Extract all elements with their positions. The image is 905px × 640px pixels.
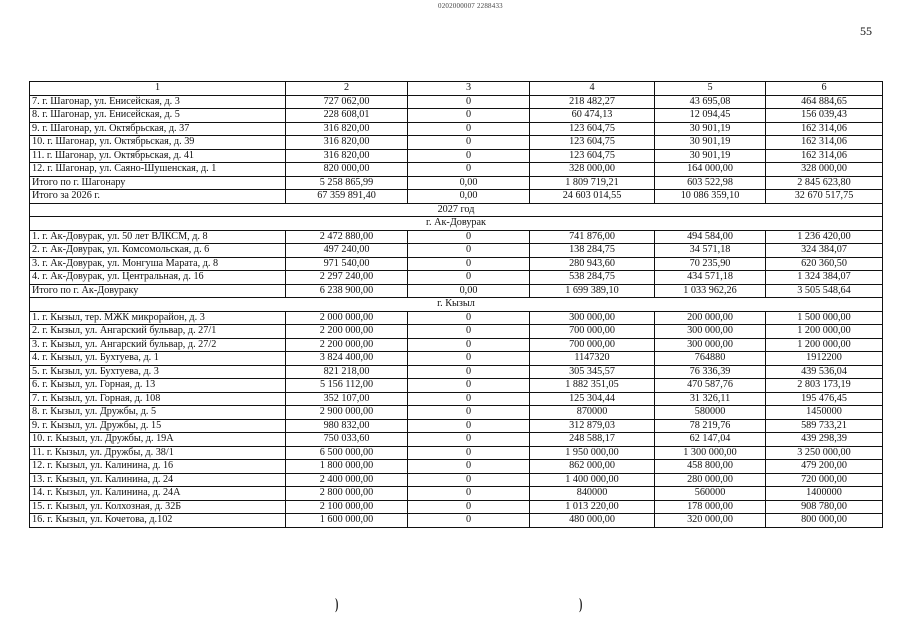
value-cell: 538 284,75 <box>530 271 655 285</box>
header-cell: 5 <box>655 82 766 96</box>
value-cell: 300 000,00 <box>655 325 766 339</box>
value-cell: 1 500 000,00 <box>766 311 883 325</box>
value-cell: 162 314,06 <box>766 149 883 163</box>
table-row <box>30 122 883 136</box>
value-cell: 700 000,00 <box>530 325 655 339</box>
value-cell: 1 400 000,00 <box>530 473 655 487</box>
value-cell: 0,00 <box>408 284 530 298</box>
value-cell: 0 <box>408 163 530 177</box>
table-row <box>30 446 883 460</box>
address-cell: 16. г. Кызыл, ул. Кочетова, д.102 <box>30 514 286 528</box>
value-cell: 1 013 220,00 <box>530 500 655 514</box>
value-cell: 0 <box>408 460 530 474</box>
value-cell: 30 901,19 <box>655 122 766 136</box>
table-row <box>30 311 883 325</box>
value-cell: 820 000,00 <box>286 163 408 177</box>
value-cell: 10 086 359,10 <box>655 190 766 204</box>
value-cell: 5 156 112,00 <box>286 379 408 393</box>
table-row <box>30 95 883 109</box>
value-cell: 741 876,00 <box>530 230 655 244</box>
address-cell: 1. г. Ак-Довурак, ул. 50 лет ВЛКСМ, д. 8 <box>30 230 286 244</box>
value-cell: 620 360,50 <box>766 257 883 271</box>
value-cell: 0 <box>408 230 530 244</box>
value-cell: 178 000,00 <box>655 500 766 514</box>
value-cell: 727 062,00 <box>286 95 408 109</box>
value-cell: 840000 <box>530 487 655 501</box>
address-cell: 4. г. Кызыл, ул. Бухтуева, д. 1 <box>30 352 286 366</box>
header-cell: 1 <box>30 82 286 96</box>
address-cell: 12. г. Шагонар, ул. Саяно-Шушенская, д. 1 <box>30 163 286 177</box>
address-cell: 11. г. Кызыл, ул. Дружбы, д. 38/1 <box>30 446 286 460</box>
value-cell: 0 <box>408 406 530 420</box>
value-cell: 195 476,45 <box>766 392 883 406</box>
value-cell: 352 107,00 <box>286 392 408 406</box>
value-cell: 34 571,18 <box>655 244 766 258</box>
value-cell: 316 820,00 <box>286 136 408 150</box>
table-row <box>30 392 883 406</box>
table-row <box>30 176 883 190</box>
value-cell: 316 820,00 <box>286 149 408 163</box>
value-cell: 2 800 000,00 <box>286 487 408 501</box>
value-cell: 1 236 420,00 <box>766 230 883 244</box>
address-cell: 8. г. Кызыл, ул. Дружбы, д. 5 <box>30 406 286 420</box>
document-id: 0202000007 2288433 <box>438 2 503 10</box>
table-row <box>30 230 883 244</box>
value-cell: 0 <box>408 487 530 501</box>
handwritten-mark: ) <box>335 596 339 613</box>
value-cell: 1 809 719,21 <box>530 176 655 190</box>
value-cell: 0 <box>408 311 530 325</box>
section-heading: г. Ак-Довурак <box>30 217 883 231</box>
table-row <box>30 257 883 271</box>
value-cell: 980 832,00 <box>286 419 408 433</box>
value-cell: 280 943,60 <box>530 257 655 271</box>
table-row <box>30 244 883 258</box>
value-cell: 2 400 000,00 <box>286 473 408 487</box>
value-cell: 320 000,00 <box>655 514 766 528</box>
value-cell: 30 901,19 <box>655 149 766 163</box>
value-cell: 70 235,90 <box>655 257 766 271</box>
address-cell: 7. г. Шагонар, ул. Енисейская, д. 3 <box>30 95 286 109</box>
value-cell: 494 584,00 <box>655 230 766 244</box>
value-cell: 12 094,45 <box>655 109 766 123</box>
value-cell: 0 <box>408 244 530 258</box>
value-cell: 0 <box>408 352 530 366</box>
value-cell: 1 950 000,00 <box>530 446 655 460</box>
value-cell: 125 304,44 <box>530 392 655 406</box>
value-cell: 3 250 000,00 <box>766 446 883 460</box>
value-cell: 200 000,00 <box>655 311 766 325</box>
value-cell: 0 <box>408 379 530 393</box>
value-cell: 0 <box>408 514 530 528</box>
section-heading-row <box>30 203 883 217</box>
value-cell: 248 588,17 <box>530 433 655 447</box>
value-cell: 2 297 240,00 <box>286 271 408 285</box>
value-cell: 31 326,11 <box>655 392 766 406</box>
address-cell: 9. г. Шагонар, ул. Октябрьская, д. 37 <box>30 122 286 136</box>
address-cell: 1. г. Кызыл, тер. МЖК микрорайон, д. 3 <box>30 311 286 325</box>
value-cell: 0 <box>408 271 530 285</box>
value-cell: 24 603 014,55 <box>530 190 655 204</box>
address-cell: 3. г. Ак-Довурак, ул. Монгуша Марата, д. 8 <box>30 257 286 271</box>
value-cell: 0 <box>408 433 530 447</box>
table-row <box>30 136 883 150</box>
value-cell: 908 780,00 <box>766 500 883 514</box>
value-cell: 862 000,00 <box>530 460 655 474</box>
table-row <box>30 190 883 204</box>
value-cell: 0 <box>408 392 530 406</box>
value-cell: 434 571,18 <box>655 271 766 285</box>
value-cell: 700 000,00 <box>530 338 655 352</box>
table-row <box>30 473 883 487</box>
value-cell: 2 900 000,00 <box>286 406 408 420</box>
address-cell: Итого по г. Ак-Довураку <box>30 284 286 298</box>
value-cell: 6 500 000,00 <box>286 446 408 460</box>
section-heading: 2027 год <box>30 203 883 217</box>
value-cell: 2 200 000,00 <box>286 338 408 352</box>
value-cell: 312 879,03 <box>530 419 655 433</box>
address-cell: 9. г. Кызыл, ул. Дружбы, д. 15 <box>30 419 286 433</box>
value-cell: 0 <box>408 365 530 379</box>
value-cell: 78 219,76 <box>655 419 766 433</box>
address-cell: 10. г. Шагонар, ул. Октябрьская, д. 39 <box>30 136 286 150</box>
value-cell: 821 218,00 <box>286 365 408 379</box>
header-cell: 6 <box>766 82 883 96</box>
value-cell: 0,00 <box>408 176 530 190</box>
value-cell: 971 540,00 <box>286 257 408 271</box>
page-number: 55 <box>860 24 872 38</box>
section-heading: г. Кызыл <box>30 298 883 312</box>
value-cell: 5 258 865,99 <box>286 176 408 190</box>
value-cell: 62 147,04 <box>655 433 766 447</box>
value-cell: 480 000,00 <box>530 514 655 528</box>
value-cell: 1 699 389,10 <box>530 284 655 298</box>
value-cell: 123 604,75 <box>530 149 655 163</box>
value-cell: 1 300 000,00 <box>655 446 766 460</box>
value-cell: 162 314,06 <box>766 136 883 150</box>
value-cell: 0 <box>408 473 530 487</box>
table-row <box>30 514 883 528</box>
value-cell: 497 240,00 <box>286 244 408 258</box>
value-cell: 138 284,75 <box>530 244 655 258</box>
header-cell: 4 <box>530 82 655 96</box>
value-cell: 280 000,00 <box>655 473 766 487</box>
value-cell: 870000 <box>530 406 655 420</box>
value-cell: 0 <box>408 419 530 433</box>
value-cell: 123 604,75 <box>530 136 655 150</box>
value-cell: 164 000,00 <box>655 163 766 177</box>
table-row <box>30 406 883 420</box>
value-cell: 162 314,06 <box>766 122 883 136</box>
table-row <box>30 284 883 298</box>
address-cell: 7. г. Кызыл, ул. Горная, д. 108 <box>30 392 286 406</box>
table-row <box>30 460 883 474</box>
value-cell: 67 359 891,40 <box>286 190 408 204</box>
table-row <box>30 271 883 285</box>
header-cell: 2 <box>286 82 408 96</box>
value-cell: 2 000 000,00 <box>286 311 408 325</box>
value-cell: 2 803 173,19 <box>766 379 883 393</box>
address-cell: 3. г. Кызыл, ул. Ангарский бульвар, д. 27/2 <box>30 338 286 352</box>
value-cell: 1 200 000,00 <box>766 325 883 339</box>
value-cell: 0,00 <box>408 190 530 204</box>
table-header-row <box>30 82 883 96</box>
value-cell: 0 <box>408 122 530 136</box>
value-cell: 2 200 000,00 <box>286 325 408 339</box>
value-cell: 2 100 000,00 <box>286 500 408 514</box>
table-row <box>30 352 883 366</box>
value-cell: 0 <box>408 136 530 150</box>
table-row <box>30 325 883 339</box>
value-cell: 2 845 623,80 <box>766 176 883 190</box>
address-cell: 11. г. Шагонар, ул. Октябрьская, д. 41 <box>30 149 286 163</box>
value-cell: 439 536,04 <box>766 365 883 379</box>
address-cell: 4. г. Ак-Довурак, ул. Центральная, д. 16 <box>30 271 286 285</box>
table-row <box>30 109 883 123</box>
budget-table <box>29 81 883 528</box>
value-cell: 1400000 <box>766 487 883 501</box>
value-cell: 764880 <box>655 352 766 366</box>
address-cell: 6. г. Кызыл, ул. Горная, д. 13 <box>30 379 286 393</box>
value-cell: 328 000,00 <box>766 163 883 177</box>
value-cell: 1 882 351,05 <box>530 379 655 393</box>
value-cell: 603 522,98 <box>655 176 766 190</box>
value-cell: 300 000,00 <box>530 311 655 325</box>
value-cell: 324 384,07 <box>766 244 883 258</box>
value-cell: 0 <box>408 149 530 163</box>
value-cell: 589 733,21 <box>766 419 883 433</box>
value-cell: 0 <box>408 109 530 123</box>
value-cell: 800 000,00 <box>766 514 883 528</box>
handwritten-mark: ) <box>579 596 583 613</box>
address-cell: Итого за 2026 г. <box>30 190 286 204</box>
value-cell: 3 505 548,64 <box>766 284 883 298</box>
header-cell: 3 <box>408 82 530 96</box>
address-cell: 5. г. Кызыл, ул. Бухтуева, д. 3 <box>30 365 286 379</box>
value-cell: 1912200 <box>766 352 883 366</box>
value-cell: 0 <box>408 325 530 339</box>
value-cell: 43 695,08 <box>655 95 766 109</box>
value-cell: 228 608,01 <box>286 109 408 123</box>
value-cell: 0 <box>408 500 530 514</box>
table-row <box>30 433 883 447</box>
value-cell: 0 <box>408 338 530 352</box>
value-cell: 30 901,19 <box>655 136 766 150</box>
section-heading-row <box>30 298 883 312</box>
table-row <box>30 149 883 163</box>
value-cell: 1147320 <box>530 352 655 366</box>
value-cell: 305 345,57 <box>530 365 655 379</box>
section-heading-row <box>30 217 883 231</box>
value-cell: 316 820,00 <box>286 122 408 136</box>
value-cell: 1 200 000,00 <box>766 338 883 352</box>
value-cell: 76 336,39 <box>655 365 766 379</box>
table-row <box>30 338 883 352</box>
value-cell: 458 800,00 <box>655 460 766 474</box>
value-cell: 0 <box>408 95 530 109</box>
table-row <box>30 500 883 514</box>
table-row <box>30 163 883 177</box>
table-row <box>30 365 883 379</box>
table-row <box>30 487 883 501</box>
value-cell: 750 033,60 <box>286 433 408 447</box>
value-cell: 60 474,13 <box>530 109 655 123</box>
value-cell: 439 298,39 <box>766 433 883 447</box>
value-cell: 6 238 900,00 <box>286 284 408 298</box>
value-cell: 1 800 000,00 <box>286 460 408 474</box>
value-cell: 2 472 880,00 <box>286 230 408 244</box>
address-cell: 2. г. Кызыл, ул. Ангарский бульвар, д. 27/1 <box>30 325 286 339</box>
value-cell: 328 000,00 <box>530 163 655 177</box>
value-cell: 1 033 962,26 <box>655 284 766 298</box>
value-cell: 0 <box>408 257 530 271</box>
value-cell: 1 600 000,00 <box>286 514 408 528</box>
address-cell: 12. г. Кызыл, ул. Калинина, д. 16 <box>30 460 286 474</box>
address-cell: 15. г. Кызыл, ул. Колхозная, д. 32Б <box>30 500 286 514</box>
table-row <box>30 379 883 393</box>
value-cell: 560000 <box>655 487 766 501</box>
value-cell: 479 200,00 <box>766 460 883 474</box>
value-cell: 580000 <box>655 406 766 420</box>
value-cell: 1450000 <box>766 406 883 420</box>
value-cell: 464 884,65 <box>766 95 883 109</box>
address-cell: Итого по г. Шагонару <box>30 176 286 190</box>
address-cell: 10. г. Кызыл, ул. Дружбы, д. 19А <box>30 433 286 447</box>
value-cell: 720 000,00 <box>766 473 883 487</box>
address-cell: 13. г. Кызыл, ул. Калинина, д. 24 <box>30 473 286 487</box>
value-cell: 470 587,76 <box>655 379 766 393</box>
value-cell: 3 824 400,00 <box>286 352 408 366</box>
value-cell: 0 <box>408 446 530 460</box>
address-cell: 2. г. Ак-Довурак, ул. Комсомольская, д. 6 <box>30 244 286 258</box>
value-cell: 156 039,43 <box>766 109 883 123</box>
value-cell: 123 604,75 <box>530 122 655 136</box>
value-cell: 1 324 384,07 <box>766 271 883 285</box>
table-row <box>30 419 883 433</box>
address-cell: 8. г. Шагонар, ул. Енисейская, д. 5 <box>30 109 286 123</box>
value-cell: 32 670 517,75 <box>766 190 883 204</box>
address-cell: 14. г. Кызыл, ул. Калинина, д. 24А <box>30 487 286 501</box>
value-cell: 300 000,00 <box>655 338 766 352</box>
value-cell: 218 482,27 <box>530 95 655 109</box>
